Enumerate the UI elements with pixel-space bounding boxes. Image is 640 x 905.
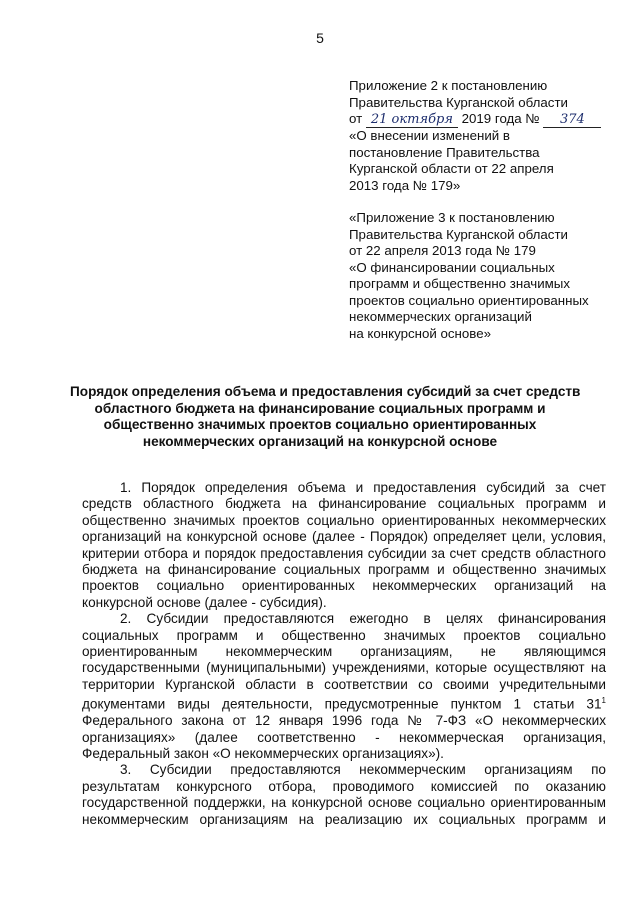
text-line: критерии отбора и порядок предоставления субсидии за счет средств областного <box>82 545 606 561</box>
text-line: результатам конкурсного отбора, проводимого комиссией по оказанию <box>82 778 606 794</box>
appendix-3-line: от 22 апреля 2013 года № 179 <box>349 243 536 258</box>
text-line: 1. Порядок определения объема и предоставления субсидий за счет <box>120 480 606 495</box>
appendix-3-line: программ и общественно значимых <box>349 276 570 291</box>
appendix-3-line: некоммерческих организаций <box>349 309 532 324</box>
text-line: территории Курганской области в соответствии со своими учредительными <box>82 676 606 692</box>
text-line: социальных программ и общественно значимых проектов социально <box>82 627 606 643</box>
text-line: Федерального закона от 12 января 1996 года № 7-ФЗ «О некоммерческих <box>82 713 606 729</box>
text-line: общественно значимых проектов социально ориентированных некоммерческих <box>82 512 606 528</box>
paragraph-1 <box>82 480 606 611</box>
title-line: Порядок определения объема и предоставления субсидий за счет средств <box>70 384 581 399</box>
appendix-3-line: Правительства Курганской области <box>349 226 568 242</box>
paragraph-2 <box>82 611 606 762</box>
text-line: конкурсной основе (далее - субсидия). <box>82 594 327 610</box>
appendix-2-line: 2013 года № 179» <box>349 177 461 193</box>
title-line: некоммерческих организаций на конкурсной основе <box>142 433 498 449</box>
text-line: организациях» (далее соответственно - некоммерческая организация, <box>82 729 606 745</box>
appendix-3-line: на конкурсной основе» <box>349 325 491 341</box>
superscript: 1 <box>601 696 606 706</box>
appendix-3-header <box>349 210 621 342</box>
title-line: областного бюджета на финансирование социальных программ и <box>94 400 546 416</box>
appendix-2-date-line <box>349 111 619 128</box>
text-line: некоммерческим организациям на реализацию их социальных программ и <box>82 811 606 827</box>
text-line: 3. Субсидии предоставляются некоммерческим организациям по <box>120 762 606 778</box>
appendix-2-header <box>349 78 619 194</box>
appendix-2-line: Курганской области от 22 апреля <box>349 161 554 176</box>
paragraph-3 <box>82 762 606 828</box>
text-line: 2. Субсидии предоставляются ежегодно в целях финансирования <box>120 611 606 627</box>
text-line: бюджета на финансирование социальных программ и общественно значимых <box>82 562 606 578</box>
text-line: организаций на конкурсной основе (далее - Порядок) определяет цели, условия, <box>82 529 606 545</box>
text-line: средств областного бюджета на финансирование социальных программ и <box>82 496 606 512</box>
appendix-2-line: «О внесении изменений в <box>349 128 510 143</box>
date-mid: 2019 года № <box>461 111 540 126</box>
title-line: общественно значимых проектов социально ориентированных <box>103 417 537 432</box>
appendix-3-line: «Приложение 3 к постановлению <box>349 210 555 225</box>
appendix-2-line: Приложение 2 к постановлению <box>349 78 548 93</box>
appendix-2-line: постановление Правительства <box>349 144 540 160</box>
text-line-with-superscript <box>82 693 606 713</box>
handwritten-number: 374 <box>543 113 601 128</box>
appendix-3-line: «О финансировании социальных <box>349 259 555 275</box>
text-line: государственными (муниципальными) учреждениями, которые осуществляют на <box>82 660 606 676</box>
text-line: Федеральный закон «О некоммерческих организациях»). <box>82 746 444 762</box>
text-line: ориентированным некоммерческим организациям, не являющимся <box>82 644 606 660</box>
document-title <box>70 384 581 450</box>
date-prefix: от <box>349 111 363 126</box>
appendix-3-line: проектов социально ориентированных <box>349 292 589 308</box>
text-line: проектов социально ориентированных некоммерческих организаций на <box>82 578 606 594</box>
page-number: 5 <box>316 30 324 46</box>
appendix-2-line: Правительства Курганской области <box>349 94 568 110</box>
text-line-main: документами виды деятельности, предусмотренные пунктом 1 статьи 31 <box>82 696 602 712</box>
text-line: государственной поддержки, на конкурсной основе социально ориентированным <box>82 795 606 811</box>
document-body <box>82 480 606 828</box>
handwritten-date: 21 октября <box>366 113 458 128</box>
